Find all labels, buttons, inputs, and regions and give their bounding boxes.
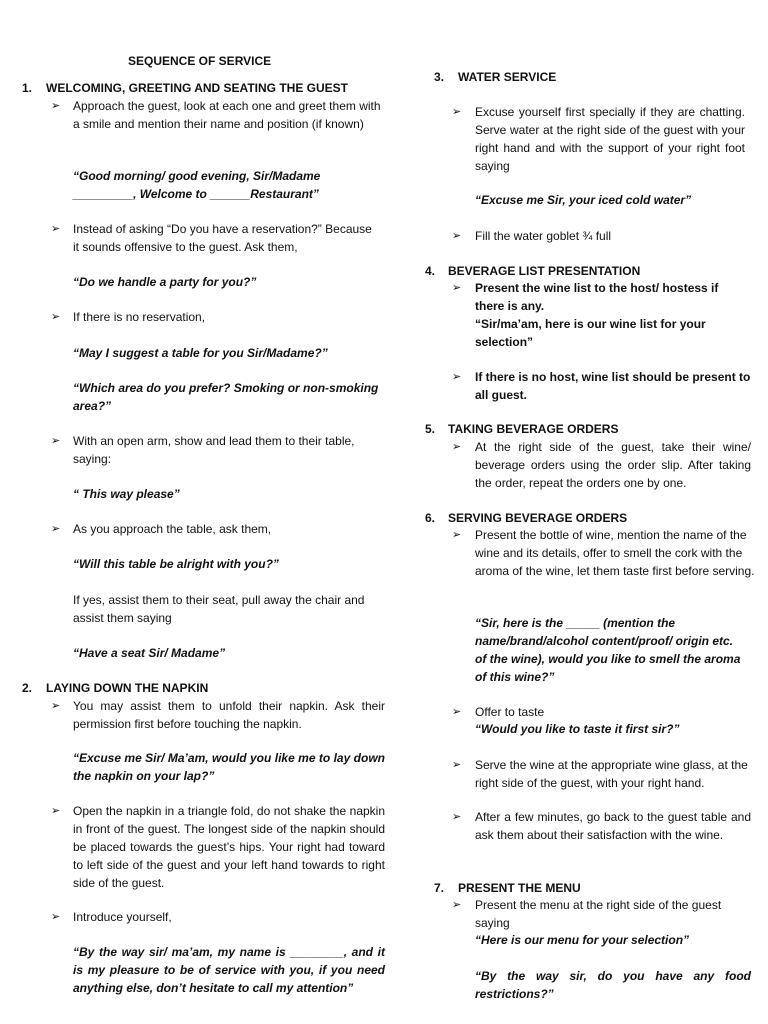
bullet-icon: ➢ xyxy=(51,223,61,235)
bullet-text: As you approach the table, ask them, xyxy=(73,522,272,536)
bullet-icon: ➢ xyxy=(452,371,462,383)
bullet-text: Excuse yourself first specially if they are chatting. Serve water at the right side of the guest with your right hand and with the support of your right foot saying xyxy=(475,105,745,173)
quote-text: “Have a seat Sir/ Madame” xyxy=(73,646,226,660)
quote-text: “By the way sir/ ma’am, my name is ________, and it is my pleasure to be of service with you, if you need anything else, don’t hesitate to call my attention” xyxy=(73,945,385,995)
quote-text: “Sir, here is the _____ (mention the name/brand/alcohol content/proof/ origin etc. of the wine), would you like to smell the aroma of this wine?” xyxy=(475,616,741,684)
bullet-icon: ➢ xyxy=(51,100,61,112)
bullet-icon: ➢ xyxy=(51,700,61,712)
bullet-icon: ➢ xyxy=(51,523,61,535)
quote-text: “Would you like to taste it first sir?” xyxy=(475,722,680,736)
section-7-heading: 7. PRESENT THE MENU xyxy=(434,881,581,895)
bullet-icon: ➢ xyxy=(51,805,61,817)
bullet-text: Approach the guest, look at each one and greet them with a smile and mention their name and position (if known) xyxy=(73,99,381,131)
bullet-icon: ➢ xyxy=(51,311,61,323)
bullet-icon: ➢ xyxy=(452,230,462,242)
bullet-text: After a few minutes, go back to the guest table and ask them about their satisfaction with the wine. xyxy=(475,810,751,842)
document-title: SEQUENCE OF SERVICE xyxy=(128,54,272,68)
quote-text: “ This way please” xyxy=(73,487,180,501)
bullet-text: Instead of asking “Do you have a reservation?” Because it sounds offensive to the guest. Ask them, xyxy=(73,222,372,254)
bullet-text: You may assist them to unfold their napkin. Ask their permission first before touching the napkin. xyxy=(73,699,385,731)
section-4-heading: 4. BEVERAGE LIST PRESENTATION xyxy=(425,264,641,278)
bullet-icon: ➢ xyxy=(452,106,462,118)
bullet-icon: ➢ xyxy=(51,911,61,923)
quote-text: “Here is our menu for your selection” xyxy=(475,933,690,947)
quote-text: “Which area do you prefer? Smoking or non-smoking area?” xyxy=(73,381,379,413)
quote-text: “Excuse me Sir/ Ma’am, would you like me to lay down the napkin on your lap?” xyxy=(73,751,385,783)
bullet-icon: ➢ xyxy=(51,435,61,447)
bullet-text: Offer to taste xyxy=(475,705,545,719)
bullet-text: Present the menu at the right side of the guest saying xyxy=(475,898,722,930)
bullet-icon: ➢ xyxy=(452,759,462,771)
bullet-text: At the right side of the guest, take their wine/ beverage orders using the order slip. After taking the order, repeat the orders one by one. xyxy=(475,440,751,490)
section-3-heading: 3. WATER SERVICE xyxy=(434,70,557,84)
bullet-icon: ➢ xyxy=(452,811,462,823)
bullet-icon: ➢ xyxy=(452,706,462,718)
bullet-icon: ➢ xyxy=(452,529,462,541)
bullet-text: If there is no host, wine list should be present to all guest. xyxy=(475,370,751,402)
section-1-heading: 1. WELCOMING, GREETING AND SEATING THE GUEST xyxy=(22,81,349,95)
bullet-icon: ➢ xyxy=(452,282,462,294)
quote-text: “By the way sir, do you have any food restrictions?” xyxy=(475,969,751,1001)
bullet-text: Open the napkin in a triangle fold, do not shake the napkin in front of the guest. The longest side of the napkin should be placed towards the guest’s hips. Your right had toward to left side of the guest and your left hand towards to right side of the guest. xyxy=(73,804,385,890)
quote-text: “Do we handle a party for you?” xyxy=(73,275,257,289)
quote-text: “Will this table be alright with you?” xyxy=(73,557,279,571)
bullet-text: Present the bottle of wine, mention the name of the wine and its details, offer to smell the cork with the aroma of the wine, let them taste first before serving. xyxy=(475,528,755,578)
bullet-text: Fill the water goblet ¾ full xyxy=(475,229,612,243)
section-2-heading: 2. LAYING DOWN THE NAPKIN xyxy=(22,681,209,695)
bullet-text: Present the wine list to the host/ hostess if there is any. xyxy=(475,281,719,313)
bullet-text: With an open arm, show and lead them to their table, saying: xyxy=(73,434,355,466)
quote-text: “Sir/ma’am, here is our wine list for your selection” xyxy=(475,317,706,349)
section-6-heading: 6. SERVING BEVERAGE ORDERS xyxy=(425,511,628,525)
bullet-text: If there is no reservation, xyxy=(73,310,206,324)
quote-text: “Good morning/ good evening, Sir/Madame _________, Welcome to ______Restaurant” xyxy=(73,169,321,201)
bullet-icon: ➢ xyxy=(452,899,462,911)
quote-text: “Excuse me Sir, your iced cold water” xyxy=(475,193,692,207)
bullet-text: Introduce yourself, xyxy=(73,910,172,924)
quote-text: “May I suggest a table for you Sir/Madame?” xyxy=(73,346,328,360)
bullet-icon: ➢ xyxy=(452,441,462,453)
section-5-heading: 5. TAKING BEVERAGE ORDERS xyxy=(425,422,619,436)
body-text: If yes, assist them to their seat, pull away the chair and assist them saying xyxy=(73,593,365,625)
bullet-text: Serve the wine at the appropriate wine glass, at the right side of the guest, with your right hand. xyxy=(475,758,748,790)
